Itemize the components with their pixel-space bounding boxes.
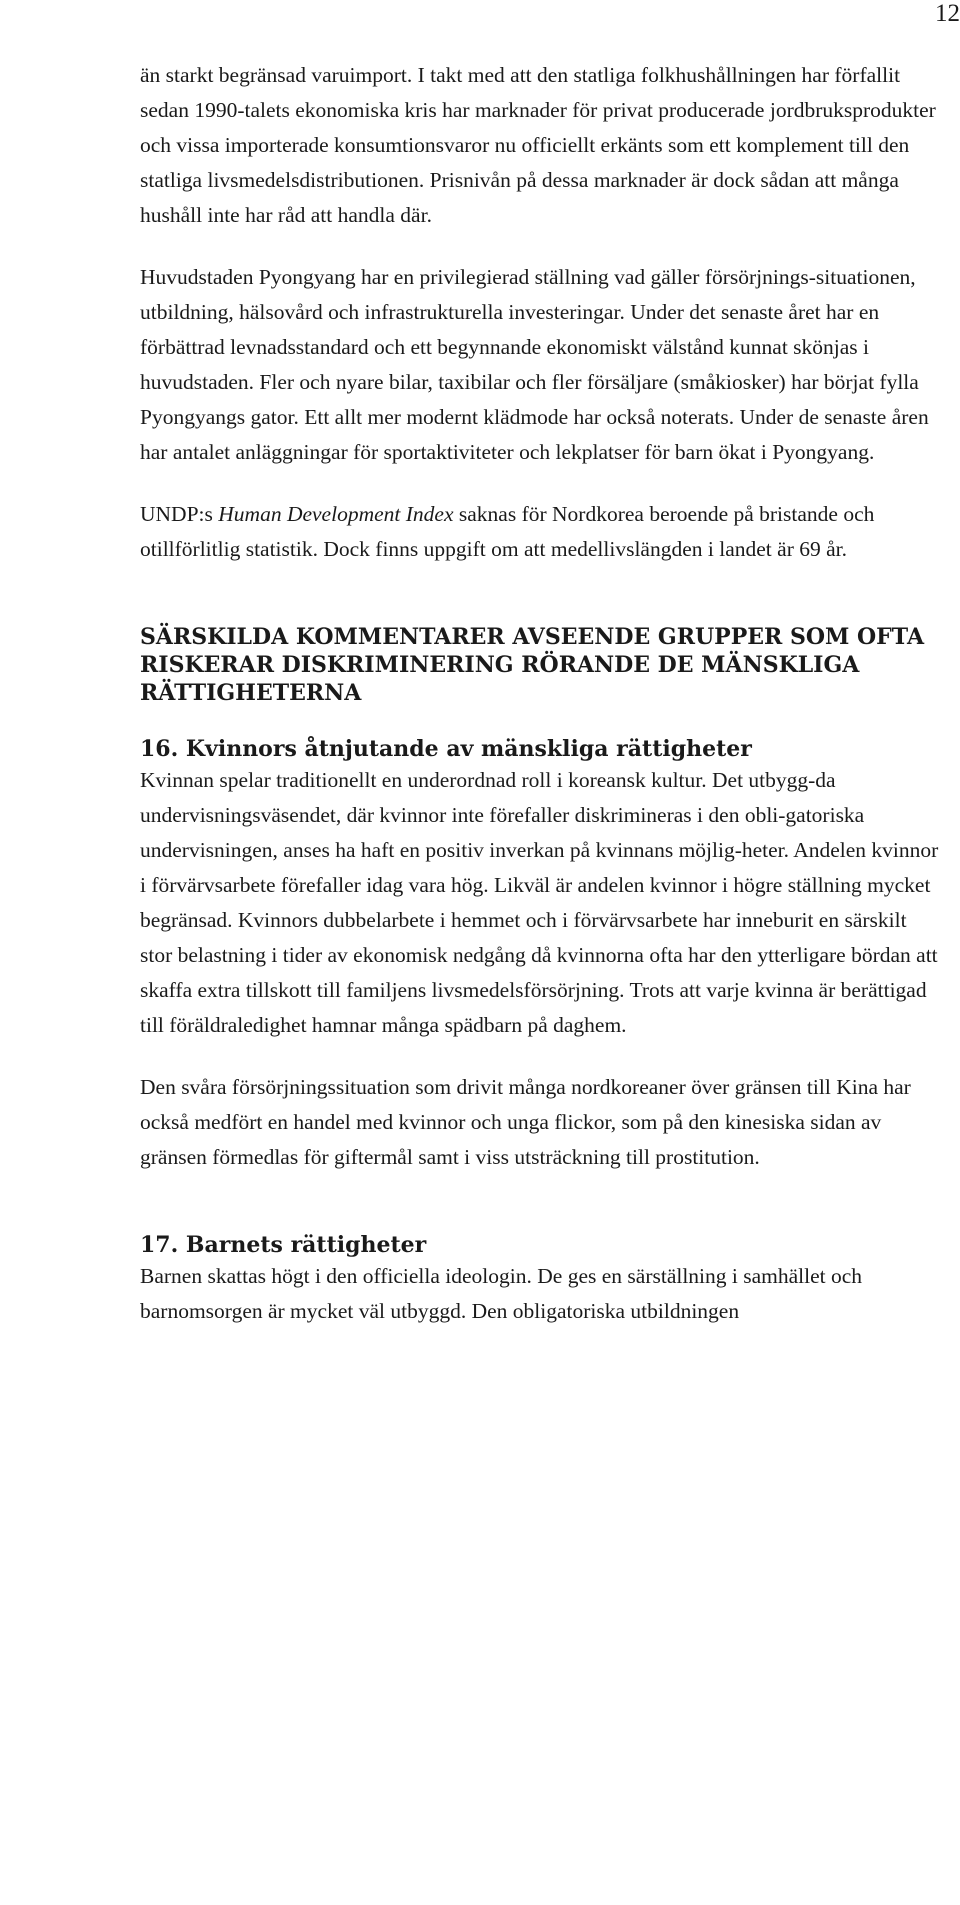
undp-text-start: UNDP:s <box>140 502 219 526</box>
paragraph-pyongyang: Huvudstaden Pyongyang har en privilegierad ställning vad gäller försörjnings-situationen, utbildning, hälsovård och infrastrukturella investeringar. Under det senaste året har en förbättrad levnadsstandard och ett begynnande ekonomiskt välstånd kunnat skönjas i huvudstaden. Fler och nyare bilar, taxibilar och fler försäljare (småkiosker) har börjat fylla Pyongyangs gator. Ett allt mer modernt klädmode har också noterats. Under de senaste åren har antalet anläggningar för sportaktiviteter och lekplatser för barn ökat i Pyongyang. <box>140 265 929 464</box>
paragraph-market-economy: än starkt begränsad varuimport. I takt med att den statliga folkhushållningen har förfallit sedan 1990-talets ekonomiska kris har marknader för privat producerade jordbruksprodukter och vissa importerade konsumtionsvaror nu officiellt erkänts som ett komplement till den statliga livsmedelsdistributionen. Prisnivån på dessa marknader är dock sådan att många hushåll inte har råd att handla där. <box>140 63 936 227</box>
document-body <box>140 58 940 1329</box>
section-16-heading: 16. Kvinnors åtnjutande av mänskliga rättigheter <box>140 736 752 762</box>
page-number: 12 <box>935 0 960 27</box>
paragraph-children: Barnen skattas högt i den officiella ideologin. De ges en särställning i samhället och barnomsorgen är mycket väl utbyggd. Den obligatoriska utbildningen <box>140 1264 863 1323</box>
section-main-heading: SÄRSKILDA KOMMENTARER AVSEENDE GRUPPER SOM OFTA RISKERAR DISKRIMINERING RÖRANDE DE MÄNSKLIGA RÄTTIGHETERNA <box>140 624 925 706</box>
section-17-heading: 17. Barnets rättigheter <box>140 1232 427 1258</box>
undp-text-end: saknas för Nordkorea beroende på bristande och otillförlitlig statistik. Dock finns uppgift om att medellivslängden i landet är 69 år. <box>140 502 875 561</box>
hdi-title: Human Development Index <box>218 502 454 526</box>
paragraph-undp <box>140 497 940 567</box>
paragraph-women-role: Kvinnan spelar traditionellt en underordnad roll i koreansk kultur. Det utbygg-da undervisningsväsendet, där kvinnor inte förefaller diskrimineras i den obli-gatoriska undervisningen, anses ha haft en positiv inverkan på kvinnans möjlig-heter. Andelen kvinnor i förvärvsarbete förefaller idag vara hög. Likväl är andelen kvinnor i högre ställning mycket begränsad. Kvinnors dubbelarbete i hemmet och i förvärvsarbete har inneburit en särskilt stor belastning i tider av ekonomisk nedgång då kvinnorna ofta har den ytterligare bördan att skaffa extra tillskott till familjens livsmedelsförsörjning. Trots att varje kvinna är berättigad till föräldraledighet hamnar många spädbarn på daghem. <box>140 768 939 1037</box>
paragraph-trafficking: Den svåra försörjningssituation som drivit många nordkoreaner över gränsen till Kina har också medfört en handel med kvinnor och unga flickor, som på den kinesiska sidan av gränsen förmedlas för giftermål samt i viss utsträckning till prostitution. <box>140 1075 911 1169</box>
